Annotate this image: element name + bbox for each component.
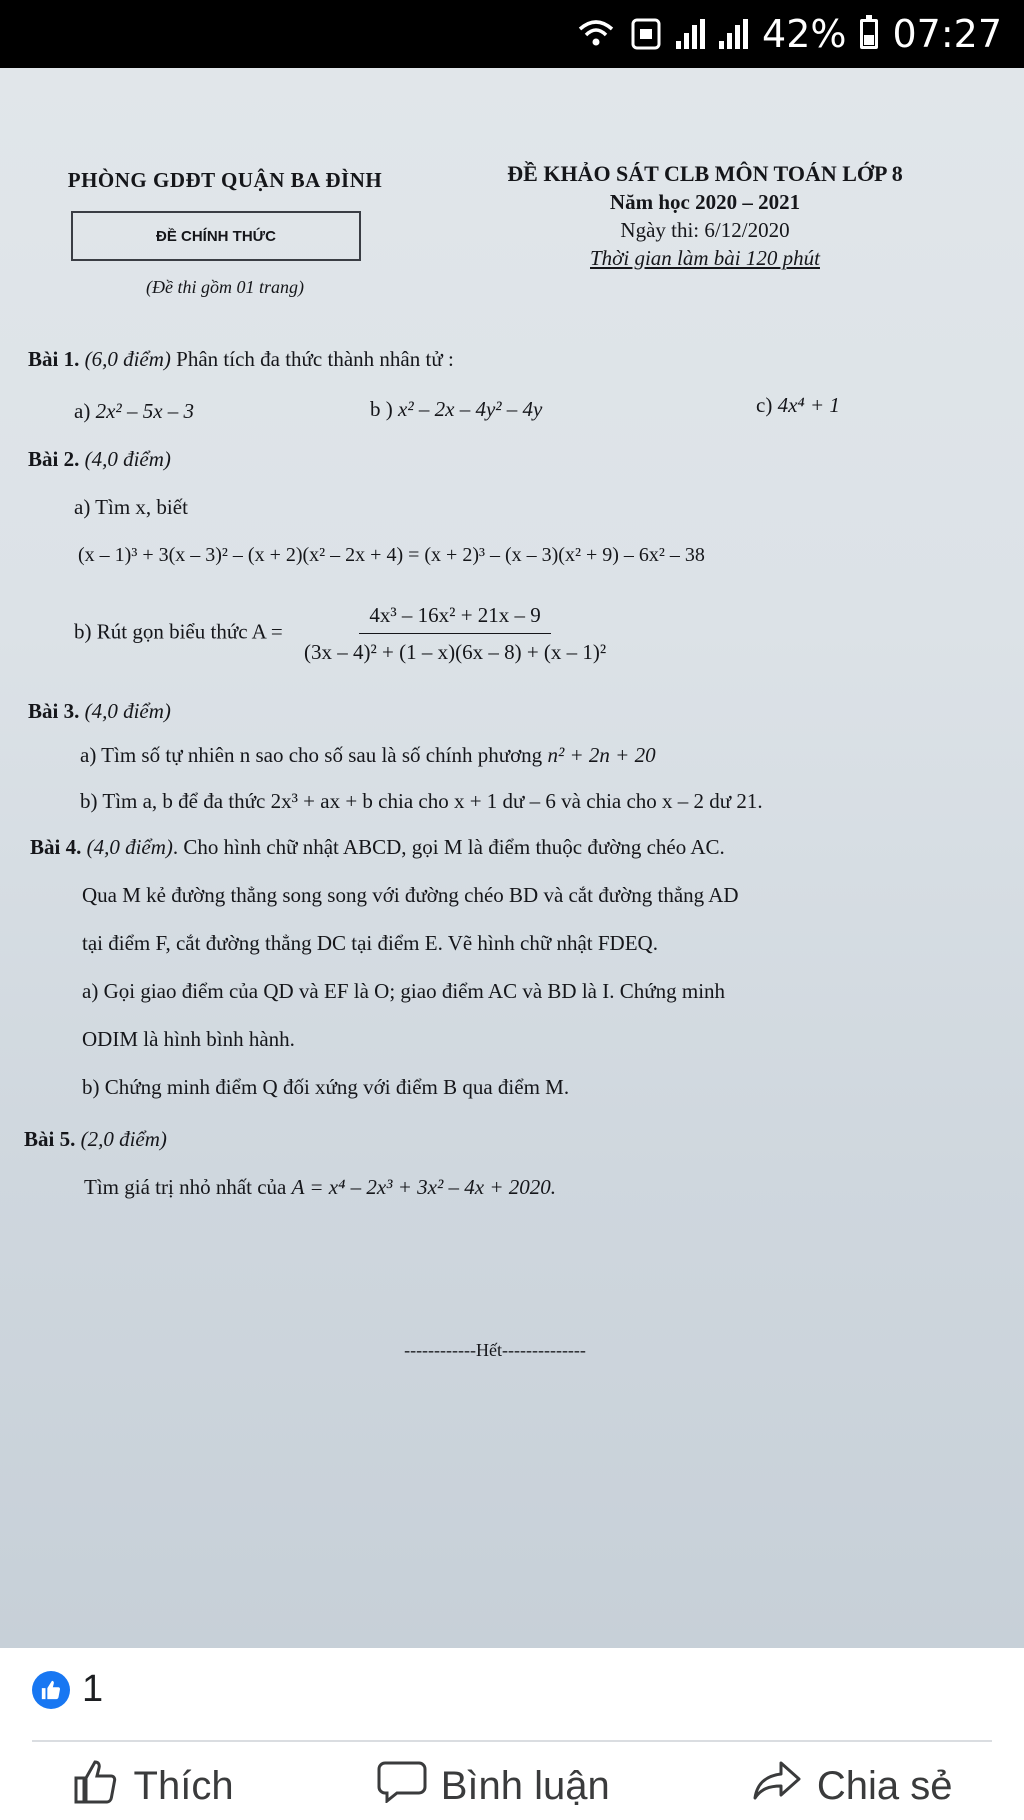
problem-1a <box>74 396 194 426</box>
share-label: Chia sẻ <box>816 1763 953 1808</box>
problem-text: b) Rút gọn biểu thức A = <box>74 619 283 644</box>
like-reaction-icon <box>32 1671 70 1709</box>
problem-1-heading <box>28 344 454 374</box>
expression: n² + 2n + 20 <box>547 743 656 767</box>
problem-4b: b) Chứng minh điểm Q đối xứng với điểm B qua điểm M. <box>82 1075 570 1099</box>
problem-2a-equation: (x – 1)³ + 3(x – 3)² – (x + 2)(x² – 2x + 4) = (x + 2)³ – (x – 3)(x² + 9) – 6x² – 38 <box>78 544 705 566</box>
comment-button[interactable] <box>377 1759 610 1813</box>
end-mark: ------------Hết-------------- <box>404 1340 586 1360</box>
expression: A = x⁴ – 2x³ + 3x² – 4x + 2020. <box>291 1175 557 1199</box>
problem-1c <box>756 390 840 420</box>
share-arrow-icon <box>753 1759 803 1813</box>
problem-4-heading <box>30 832 725 862</box>
exam-duration: Thời gian làm bài 120 phút <box>590 246 820 270</box>
exam-header-left <box>55 168 395 298</box>
expression: x² – 2x – 4y² – 4y <box>398 397 543 421</box>
like-label: Thích <box>133 1763 234 1808</box>
signal-icon <box>676 19 705 49</box>
clock: 07:27 <box>892 12 1002 56</box>
exam-paper-photo[interactable] <box>0 68 1024 1648</box>
problem-label: Bài 5. <box>24 1127 76 1151</box>
problem-5-text <box>84 1172 556 1202</box>
problem-2b <box>74 600 616 667</box>
battery-percent: 42% <box>762 12 847 56</box>
problem-2a-text: a) Tìm x, biết <box>74 495 188 519</box>
like-button[interactable] <box>72 1758 234 1814</box>
exam-date: Ngày thi: 6/12/2020 <box>620 218 790 242</box>
fraction-numerator: 4x³ – 16x² + 21x – 9 <box>359 600 550 634</box>
problem-points: (4,0 điểm) <box>84 699 171 723</box>
problem-2-heading <box>28 444 171 474</box>
problem-label: Bài 2. <box>28 447 80 471</box>
problem-label: Bài 3. <box>28 699 80 723</box>
problem-5-heading <box>24 1124 167 1154</box>
like-count: 1 <box>82 1668 104 1710</box>
problem-4a-cont: ODIM là hình bình hành. <box>82 1027 295 1051</box>
signal-icon <box>719 19 748 49</box>
problem-text: . Cho hình chữ nhật ABCD, gọi M là điểm thuộc đường chéo AC. <box>172 835 725 859</box>
problem-3-heading <box>28 696 171 726</box>
problem-4a: a) Gọi giao điểm của QD và EF là O; giao điểm AC và BD là I. Chứng minh <box>82 979 726 1003</box>
fraction <box>294 600 616 667</box>
battery-icon <box>860 19 878 49</box>
problem-points: (4,0 điểm) <box>84 447 171 471</box>
problem-text: Tìm giá trị nhỏ nhất của <box>84 1175 292 1199</box>
problem-points: (4,0 điểm) <box>86 835 173 859</box>
problem-text: a) Tìm số tự nhiên n sao cho số sau là số chính phương <box>80 743 548 767</box>
school-year: Năm học 2020 – 2021 <box>609 190 801 214</box>
share-button[interactable] <box>753 1759 953 1813</box>
pages-note: (Đề thi gồm 01 trang) <box>146 277 304 297</box>
status-bar <box>0 0 1024 68</box>
wifi-icon <box>576 17 616 51</box>
problem-label: Bài 1. <box>28 347 80 371</box>
part-label: c) <box>756 393 773 417</box>
post-actions <box>0 1758 1024 1814</box>
hd-icon <box>630 17 662 51</box>
comment-bubble-icon <box>377 1759 427 1813</box>
problem-4-line: Qua M kẻ đường thẳng song song với đường chéo BD và cắt đường thẳng AD <box>82 883 739 907</box>
official-label-box: ĐỀ CHÍNH THỨC <box>71 211 361 261</box>
problem-3a <box>80 740 656 770</box>
problem-1b <box>370 394 542 424</box>
exam-title: ĐỀ KHẢO SÁT CLB MÔN TOÁN LỚP 8 <box>507 161 903 186</box>
problem-label: Bài 4. <box>30 835 82 859</box>
problem-3b: b) Tìm a, b để đa thức 2x³ + ax + b chia cho x + 1 dư – 6 và chia cho x – 2 dư 21. <box>80 789 763 813</box>
problem-4-line: tại điểm F, cắt đường thẳng DC tại điểm E. Vẽ hình chữ nhật FDEQ. <box>82 931 658 955</box>
facebook-post-footer <box>0 1648 1024 1820</box>
comment-label: Bình luận <box>440 1763 610 1808</box>
problem-points: (2,0 điểm) <box>80 1127 167 1151</box>
problem-points: (6,0 điểm) <box>84 347 171 371</box>
divider <box>32 1740 992 1742</box>
part-label: b ) <box>370 397 393 421</box>
department-name: PHÒNG GDĐT QUẬN BA ĐÌNH <box>67 168 383 192</box>
part-label: a) <box>74 399 91 423</box>
reactions-summary[interactable] <box>32 1668 103 1711</box>
expression: 4x⁴ + 1 <box>777 393 840 417</box>
thumbs-up-icon <box>72 1758 120 1814</box>
expression: 2x² – 5x – 3 <box>95 399 195 423</box>
problem-text: Phân tích đa thức thành nhân tử : <box>170 347 454 371</box>
exam-header-right <box>460 160 950 272</box>
fraction-denominator: (3x – 4)² + (1 – x)(6x – 8) + (x – 1)² <box>303 640 607 664</box>
